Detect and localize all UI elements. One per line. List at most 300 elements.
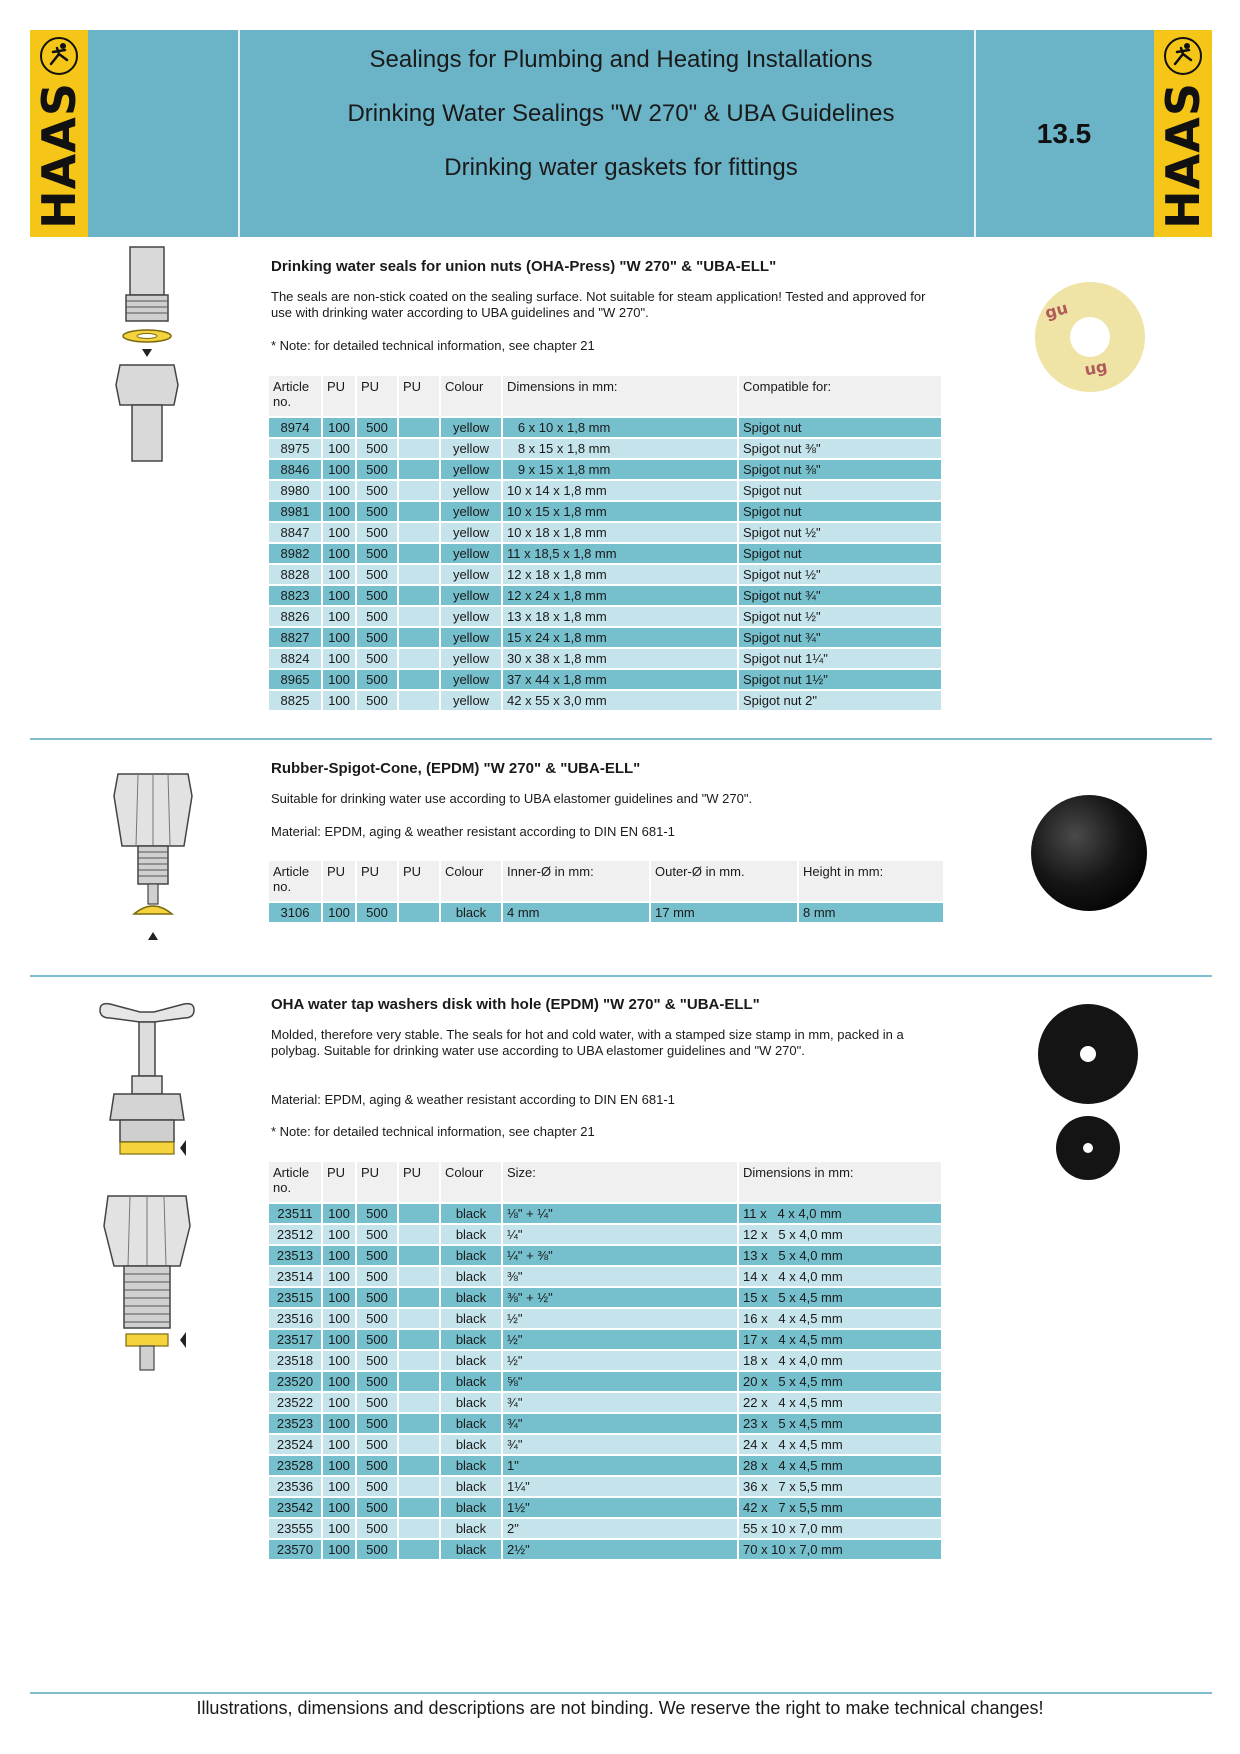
plumber-figure-icon [1163, 36, 1203, 76]
column-header: Article no. [269, 376, 321, 416]
table-row [269, 649, 941, 668]
table-cell [399, 523, 439, 542]
table-cell: ⅜" + ½" [503, 1288, 737, 1307]
table-cell: 100 [323, 1435, 355, 1454]
table-cell: 100 [323, 1267, 355, 1286]
table-cell [399, 1267, 439, 1286]
table-cell: 100 [323, 1204, 355, 1223]
table-cell: 500 [357, 544, 397, 563]
logo-wordmark: HAAS [1156, 82, 1210, 229]
table-cell: 500 [357, 1246, 397, 1265]
table-header-row [269, 861, 943, 901]
table-cell: 100 [323, 1456, 355, 1475]
section-title: OHA water tap washers disk with hole (EPDM) "W 270" & "UBA-ELL" [271, 996, 760, 1013]
table-cell [399, 1246, 439, 1265]
table-cell: 100 [323, 1309, 355, 1328]
table-row [269, 1246, 941, 1265]
table-row [269, 418, 941, 437]
table-cell: 100 [323, 565, 355, 584]
table-header-row [269, 1162, 941, 1202]
table-cell: 500 [357, 502, 397, 521]
table-cell: 100 [323, 460, 355, 479]
table-cell: 23528 [269, 1456, 321, 1475]
table-cell: 12 x 18 x 1,8 mm [503, 565, 737, 584]
table-cell: Spigot nut 1½" [739, 670, 941, 689]
table-cell: 13 x 18 x 1,8 mm [503, 607, 737, 626]
section-title: Drinking water seals for union nuts (OHA-Press) "W 270" & "UBA-ELL" [271, 258, 777, 275]
table-cell: 1¼" [503, 1477, 737, 1496]
table-cell: yellow [441, 418, 501, 437]
table-cell: 100 [323, 670, 355, 689]
table-cell: ¼" + ⅜" [503, 1246, 737, 1265]
table-cell: 100 [323, 607, 355, 626]
table-cell [399, 1477, 439, 1496]
table-cell [399, 565, 439, 584]
table-cell: 23517 [269, 1330, 321, 1349]
table-cell [399, 607, 439, 626]
table-cell: 500 [357, 691, 397, 710]
table-cell: 500 [357, 439, 397, 458]
table-cell [399, 1456, 439, 1475]
table-cell: 500 [357, 1477, 397, 1496]
table-cell: 30 x 38 x 1,8 mm [503, 649, 737, 668]
plumber-figure-icon [39, 36, 79, 76]
table-row [269, 903, 943, 922]
table-cell: 2½" [503, 1540, 737, 1559]
column-header: PU [399, 376, 439, 416]
table-cell: black [441, 1393, 501, 1412]
header-line-3: Drinking water gaskets for fittings [444, 154, 798, 181]
column-header: PU [323, 861, 355, 901]
table-cell: 8980 [269, 481, 321, 500]
table-row [269, 523, 941, 542]
product-table [267, 1160, 943, 1561]
table-cell: 12 x 5 x 4,0 mm [739, 1225, 941, 1244]
table-cell: 20 x 5 x 4,5 mm [739, 1372, 941, 1391]
black-rubber-cone-photo [1029, 793, 1149, 913]
table-cell: yellow [441, 691, 501, 710]
product-table [267, 374, 943, 712]
table-cell: 500 [357, 586, 397, 605]
table-cell: black [441, 1372, 501, 1391]
table-cell: 500 [357, 1204, 397, 1223]
table-cell: 17 mm [651, 903, 797, 922]
table-cell: 23522 [269, 1393, 321, 1412]
table-cell: 18 x 4 x 4,0 mm [739, 1351, 941, 1370]
table-cell: 100 [323, 1498, 355, 1517]
column-header: Colour [441, 376, 501, 416]
table-cell: yellow [441, 565, 501, 584]
table-cell: Spigot nut ⅜" [739, 439, 941, 458]
table-cell [399, 649, 439, 668]
table-cell: 100 [323, 1246, 355, 1265]
table-cell: 500 [357, 1393, 397, 1412]
table-cell: Spigot nut 2" [739, 691, 941, 710]
table-cell: Spigot nut 1¼" [739, 649, 941, 668]
header-divider [238, 30, 240, 237]
table-cell: 100 [323, 1519, 355, 1538]
table-row [269, 1204, 941, 1223]
table-cell: 500 [357, 1498, 397, 1517]
table-cell: yellow [441, 628, 501, 647]
table-row [269, 1477, 941, 1496]
table-cell: ⅛" + ¼" [503, 1204, 737, 1223]
table-cell [399, 1393, 439, 1412]
table-cell [399, 1204, 439, 1223]
table-cell: yellow [441, 586, 501, 605]
table-cell: black [441, 1309, 501, 1328]
table-cell: 500 [357, 523, 397, 542]
column-header: Article no. [269, 1162, 321, 1202]
table-row [269, 1540, 941, 1559]
table-cell: black [441, 903, 501, 922]
table-cell [399, 903, 439, 922]
table-cell: 100 [323, 1330, 355, 1349]
table-cell: 6 x 10 x 1,8 mm [503, 418, 737, 437]
table-cell: 8826 [269, 607, 321, 626]
haas-logo-left [30, 30, 88, 237]
table-cell [399, 502, 439, 521]
table-row [269, 439, 941, 458]
table-cell: 500 [357, 649, 397, 668]
table-cell: 36 x 7 x 5,5 mm [739, 1477, 941, 1496]
table-cell: 10 x 14 x 1,8 mm [503, 481, 737, 500]
table-cell: black [441, 1225, 501, 1244]
table-cell: 23513 [269, 1246, 321, 1265]
spigot-cone-valve-illustration [108, 766, 198, 946]
table-cell: 23514 [269, 1267, 321, 1286]
table-cell: 8981 [269, 502, 321, 521]
table-cell [399, 586, 439, 605]
table-cell: 500 [357, 1330, 397, 1349]
table-row [269, 607, 941, 626]
tap-valve-illustration [92, 998, 202, 1388]
column-header: Height in mm: [799, 861, 943, 901]
column-header: Inner-Ø in mm: [503, 861, 649, 901]
table-cell: yellow [441, 523, 501, 542]
table-cell: Spigot nut ½" [739, 607, 941, 626]
table-cell [399, 1540, 439, 1559]
table-cell: 8965 [269, 670, 321, 689]
table-cell: 500 [357, 418, 397, 437]
table-cell [399, 439, 439, 458]
table-cell: 1" [503, 1456, 737, 1475]
table-cell: Spigot nut [739, 502, 941, 521]
section-description: The seals are non-stick coated on the sealing surface. Not suitable for steam application! Tested and approved for use with drinking water according to UBA guidelines and "W 270". [271, 289, 926, 320]
table-cell [399, 1225, 439, 1244]
column-header: Colour [441, 861, 501, 901]
table-cell: 500 [357, 1372, 397, 1391]
table-cell: 55 x 10 x 7,0 mm [739, 1519, 941, 1538]
section-description: Molded, therefore very stable. The seals for hot and cold water, with a stamped size stamp in mm, packed in a polybag. Suitable for drinking water use according to UBA elastomer guidelines and "W 270". [271, 1027, 904, 1058]
table-cell: 15 x 24 x 1,8 mm [503, 628, 737, 647]
table-cell: 100 [323, 691, 355, 710]
table-row [269, 502, 941, 521]
table-cell: black [441, 1267, 501, 1286]
table-row [269, 586, 941, 605]
table-cell: yellow [441, 481, 501, 500]
table-cell: 37 x 44 x 1,8 mm [503, 670, 737, 689]
table-cell: 8 mm [799, 903, 943, 922]
table-cell: 23 x 5 x 4,5 mm [739, 1414, 941, 1433]
table-row [269, 544, 941, 563]
table-cell [399, 418, 439, 437]
section-separator [30, 975, 1212, 977]
black-washer-disks-photo [1038, 1000, 1138, 1180]
table-cell: 2" [503, 1519, 737, 1538]
table-cell: 23523 [269, 1414, 321, 1433]
table-header-row [269, 376, 941, 416]
table-cell: 10 x 18 x 1,8 mm [503, 523, 737, 542]
table-cell: 8823 [269, 586, 321, 605]
table-cell: 500 [357, 1225, 397, 1244]
table-cell: ½" [503, 1309, 737, 1328]
table-cell: 500 [357, 1288, 397, 1307]
table-cell: ¾" [503, 1393, 737, 1412]
table-cell: Spigot nut ¾" [739, 628, 941, 647]
table-cell: ¾" [503, 1414, 737, 1433]
table-cell: 11 x 4 x 4,0 mm [739, 1204, 941, 1223]
table-row [269, 481, 941, 500]
table-cell: 500 [357, 1540, 397, 1559]
table-cell [399, 1288, 439, 1307]
table-cell: 100 [323, 523, 355, 542]
svg-text:ug: ug [1082, 356, 1109, 380]
table-row [269, 670, 941, 689]
table-cell: ⅝" [503, 1372, 737, 1391]
table-cell: 23524 [269, 1435, 321, 1454]
table-cell: 500 [357, 565, 397, 584]
table-cell: Spigot nut ½" [739, 565, 941, 584]
table-cell: black [441, 1246, 501, 1265]
page-header [30, 30, 1212, 237]
table-cell: 23512 [269, 1225, 321, 1244]
table-cell: 11 x 18,5 x 1,8 mm [503, 544, 737, 563]
svg-text:gu: gu [1042, 298, 1070, 323]
table-cell: Spigot nut [739, 481, 941, 500]
table-cell: black [441, 1288, 501, 1307]
table-row [269, 1267, 941, 1286]
table-row [269, 1498, 941, 1517]
table-cell: 13 x 5 x 4,0 mm [739, 1246, 941, 1265]
column-header: Outer-Ø in mm. [651, 861, 797, 901]
table-cell: black [441, 1330, 501, 1349]
table-row [269, 1351, 941, 1370]
table-cell: ¾" [503, 1435, 737, 1454]
footer-separator [30, 1692, 1212, 1694]
table-cell [399, 1435, 439, 1454]
table-cell [399, 1414, 439, 1433]
table-cell: 100 [323, 418, 355, 437]
section-title: Rubber-Spigot-Cone, (EPDM) "W 270" & "UBA-ELL" [271, 760, 641, 777]
table-cell: Spigot nut [739, 418, 941, 437]
table-cell: 8828 [269, 565, 321, 584]
table-cell: yellow [441, 544, 501, 563]
column-header: Size: [503, 1162, 737, 1202]
header-line-2: Drinking Water Sealings "W 270" & UBA Guidelines [347, 100, 895, 127]
table-cell: 500 [357, 903, 397, 922]
table-cell: 10 x 15 x 1,8 mm [503, 502, 737, 521]
table-cell: 8827 [269, 628, 321, 647]
table-cell: 500 [357, 1414, 397, 1433]
table-cell [399, 628, 439, 647]
table-cell: 42 x 7 x 5,5 mm [739, 1498, 941, 1517]
table-cell [399, 1351, 439, 1370]
table-cell: 100 [323, 1540, 355, 1559]
column-header: PU [323, 1162, 355, 1202]
table-cell: 1½" [503, 1498, 737, 1517]
table-cell: Spigot nut [739, 544, 941, 563]
technical-note: * Note: for detailed technical information, see chapter 21 [271, 1124, 595, 1139]
table-cell: 8825 [269, 691, 321, 710]
table-cell [399, 1330, 439, 1349]
table-cell: 500 [357, 1351, 397, 1370]
table-cell: 100 [323, 439, 355, 458]
table-cell [399, 481, 439, 500]
section-description: Suitable for drinking water use according to UBA elastomer guidelines and "W 270". [271, 791, 753, 806]
table-cell: 17 x 4 x 4,5 mm [739, 1330, 941, 1349]
table-cell: 16 x 4 x 4,5 mm [739, 1309, 941, 1328]
table-cell: yellow [441, 670, 501, 689]
haas-logo-right [1154, 30, 1212, 237]
table-cell: 14 x 4 x 4,0 mm [739, 1267, 941, 1286]
column-header: Dimensions in mm: [739, 1162, 941, 1202]
table-cell: yellow [441, 460, 501, 479]
table-cell: ½" [503, 1330, 737, 1349]
column-header: PU [357, 1162, 397, 1202]
table-cell: 42 x 55 x 3,0 mm [503, 691, 737, 710]
table-cell: 500 [357, 1519, 397, 1538]
table-cell: 8824 [269, 649, 321, 668]
table-cell: 100 [323, 1225, 355, 1244]
table-row [269, 628, 941, 647]
table-cell: ¼" [503, 1225, 737, 1244]
yellow-flat-gasket-photo [1033, 280, 1148, 395]
table-cell: Spigot nut ¾" [739, 586, 941, 605]
union-nut-fitting-illustration [112, 245, 182, 465]
table-cell: 100 [323, 1372, 355, 1391]
table-cell: 23515 [269, 1288, 321, 1307]
column-header: PU [399, 1162, 439, 1202]
table-cell: 100 [323, 1351, 355, 1370]
table-row [269, 691, 941, 710]
table-cell: 500 [357, 1267, 397, 1286]
table-cell: black [441, 1540, 501, 1559]
table-cell: black [441, 1351, 501, 1370]
table-cell: 3106 [269, 903, 321, 922]
table-row [269, 1519, 941, 1538]
column-header: Dimensions in mm: [503, 376, 737, 416]
table-cell [399, 544, 439, 563]
table-cell: 500 [357, 481, 397, 500]
column-header: Colour [441, 1162, 501, 1202]
table-cell: 100 [323, 1393, 355, 1412]
table-cell: 500 [357, 1435, 397, 1454]
table-cell [399, 691, 439, 710]
table-cell: 8974 [269, 418, 321, 437]
table-cell [399, 1309, 439, 1328]
header-line-1: Sealings for Plumbing and Heating Installations [369, 46, 873, 73]
product-table [267, 859, 945, 924]
section-separator [30, 738, 1212, 740]
table-cell [399, 1498, 439, 1517]
table-cell: 100 [323, 628, 355, 647]
table-cell: black [441, 1519, 501, 1538]
table-cell: 500 [357, 1309, 397, 1328]
table-row [269, 1225, 941, 1244]
table-cell: 100 [323, 544, 355, 563]
table-cell: 23570 [269, 1540, 321, 1559]
table-cell: yellow [441, 649, 501, 668]
table-cell: black [441, 1204, 501, 1223]
table-cell: 22 x 4 x 4,5 mm [739, 1393, 941, 1412]
column-header: Article no. [269, 861, 321, 901]
table-cell: 8982 [269, 544, 321, 563]
page-footer: Illustrations, dimensions and descriptions are not binding. We reserve the right to make technical changes! [196, 1698, 1044, 1718]
table-cell: 100 [323, 903, 355, 922]
column-header: PU [357, 376, 397, 416]
table-cell: 8846 [269, 460, 321, 479]
table-cell: 100 [323, 1288, 355, 1307]
table-cell: 500 [357, 670, 397, 689]
chapter-number: 13.5 [1036, 117, 1092, 149]
table-cell: yellow [441, 607, 501, 626]
column-header: PU [399, 861, 439, 901]
table-cell: 23542 [269, 1498, 321, 1517]
table-row [269, 1393, 941, 1412]
table-cell [399, 1372, 439, 1391]
table-cell: yellow [441, 502, 501, 521]
table-cell: 100 [323, 586, 355, 605]
table-row [269, 1288, 941, 1307]
table-cell: 100 [323, 1477, 355, 1496]
table-cell: 15 x 5 x 4,5 mm [739, 1288, 941, 1307]
table-row [269, 1309, 941, 1328]
table-cell: ½" [503, 1351, 737, 1370]
column-header: PU [323, 376, 355, 416]
table-cell: 8847 [269, 523, 321, 542]
table-cell: 23536 [269, 1477, 321, 1496]
technical-note: * Note: for detailed technical information, see chapter 21 [271, 338, 595, 353]
table-cell: 23516 [269, 1309, 321, 1328]
material-info: Material: EPDM, aging & weather resistant according to DIN EN 681-1 [271, 824, 675, 839]
table-cell: 9 x 15 x 1,8 mm [503, 460, 737, 479]
table-cell [399, 1519, 439, 1538]
table-cell: 23555 [269, 1519, 321, 1538]
table-cell: black [441, 1435, 501, 1454]
table-cell: 24 x 4 x 4,5 mm [739, 1435, 941, 1454]
table-cell: 500 [357, 607, 397, 626]
table-cell: black [441, 1498, 501, 1517]
table-cell: 100 [323, 649, 355, 668]
column-header: Compatible for: [739, 376, 941, 416]
table-cell: 23511 [269, 1204, 321, 1223]
table-cell: yellow [441, 439, 501, 458]
table-cell: 500 [357, 1456, 397, 1475]
table-cell: 100 [323, 481, 355, 500]
table-cell: Spigot nut ½" [739, 523, 941, 542]
table-cell: 100 [323, 502, 355, 521]
table-cell: 100 [323, 1414, 355, 1433]
table-cell: ⅜" [503, 1267, 737, 1286]
table-cell: black [441, 1477, 501, 1496]
table-cell: black [441, 1414, 501, 1433]
table-cell: 23518 [269, 1351, 321, 1370]
table-cell: 12 x 24 x 1,8 mm [503, 586, 737, 605]
table-row [269, 1435, 941, 1454]
table-row [269, 1456, 941, 1475]
table-cell: 500 [357, 628, 397, 647]
